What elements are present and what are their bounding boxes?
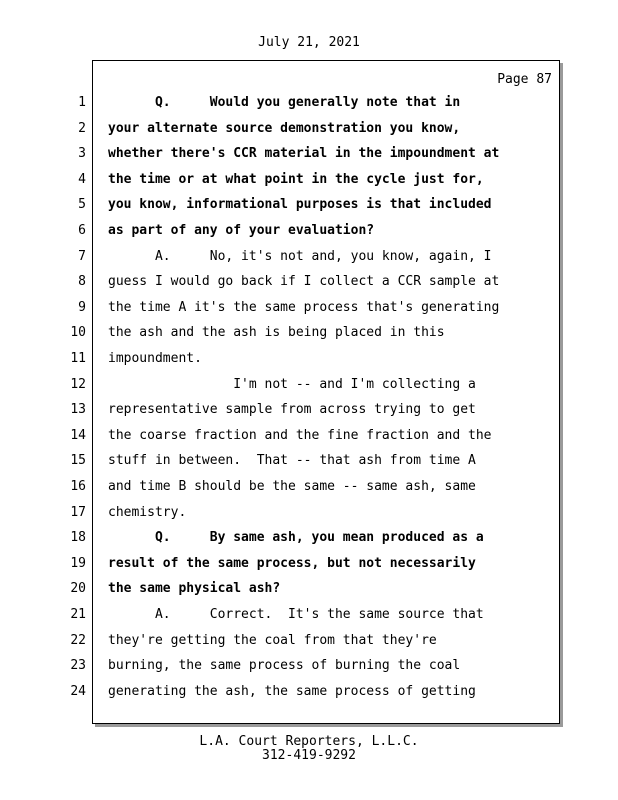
transcript-line: impoundment. [108, 351, 202, 366]
line-number: 7 [78, 249, 86, 264]
line-number: 16 [70, 479, 86, 494]
transcript-line: the ash and the ash is being placed in this [108, 325, 445, 340]
line-number: 10 [70, 325, 86, 340]
line-number: 24 [70, 684, 86, 699]
reporter-company: L.A. Court Reporters, L.L.C. [199, 734, 419, 749]
line-number: 18 [70, 530, 86, 545]
transcript-line: as part of any of your evaluation? [108, 223, 375, 238]
line-number: 17 [70, 505, 86, 520]
line-number: 9 [78, 300, 86, 315]
line-number: 20 [70, 581, 86, 596]
line-number: 13 [70, 402, 86, 417]
transcript-line: the coarse fraction and the fine fraction and the [108, 428, 492, 443]
transcript-line: generating the ash, the same process of getting [108, 684, 476, 699]
transcript-line: representative sample from across trying to get [108, 402, 476, 417]
line-number: 3 [78, 146, 86, 161]
transcript-line: you know, informational purposes is that included [108, 197, 492, 212]
transcript-line: the same physical ash? [108, 581, 281, 596]
line-number: 15 [70, 453, 86, 468]
transcript-line: the time A it's the same process that's generating [108, 300, 500, 315]
line-number: 12 [70, 377, 86, 392]
line-number: 14 [70, 428, 86, 443]
transcript-line: Q. By same ash, you mean produced as a [108, 530, 484, 545]
transcript-line: whether there's CCR material in the impoundment at [108, 146, 500, 161]
line-number: 6 [78, 223, 86, 238]
transcript-line: A. Correct. It's the same source that [108, 607, 484, 622]
line-number: 1 [78, 95, 86, 110]
transcript-line: your alternate source demonstration you know, [108, 121, 461, 136]
transcript-line: burning, the same process of burning the coal [108, 658, 461, 673]
transcript-line: the time or at what point in the cycle just for, [108, 172, 484, 187]
line-number: 19 [70, 556, 86, 571]
page-number: Page 87 [497, 72, 552, 87]
transcript-line: chemistry. [108, 505, 187, 520]
transcript-line: they're getting the coal from that they're [108, 633, 437, 648]
transcript-line: I'm not -- and I'm collecting a [108, 377, 476, 392]
line-number: 5 [78, 197, 86, 212]
line-number: 22 [70, 633, 86, 648]
transcript-line: stuff in between. That -- that ash from time A [108, 453, 476, 468]
transcript-line: A. No, it's not and, you know, again, I [108, 249, 492, 264]
line-number: 23 [70, 658, 86, 673]
line-number: 21 [70, 607, 86, 622]
transcript-date: July 21, 2021 [258, 35, 360, 50]
line-number: 2 [78, 121, 86, 136]
line-number: 4 [78, 172, 86, 187]
line-number: 8 [78, 274, 86, 289]
transcript-line: guess I would go back if I collect a CCR sample at [108, 274, 500, 289]
transcript-line: Q. Would you generally note that in [108, 95, 461, 110]
transcript-line: and time B should be the same -- same ash, same [108, 479, 476, 494]
reporter-phone: 312-419-9292 [262, 748, 356, 763]
line-number: 11 [70, 351, 86, 366]
transcript-line: result of the same process, but not necessarily [108, 556, 476, 571]
